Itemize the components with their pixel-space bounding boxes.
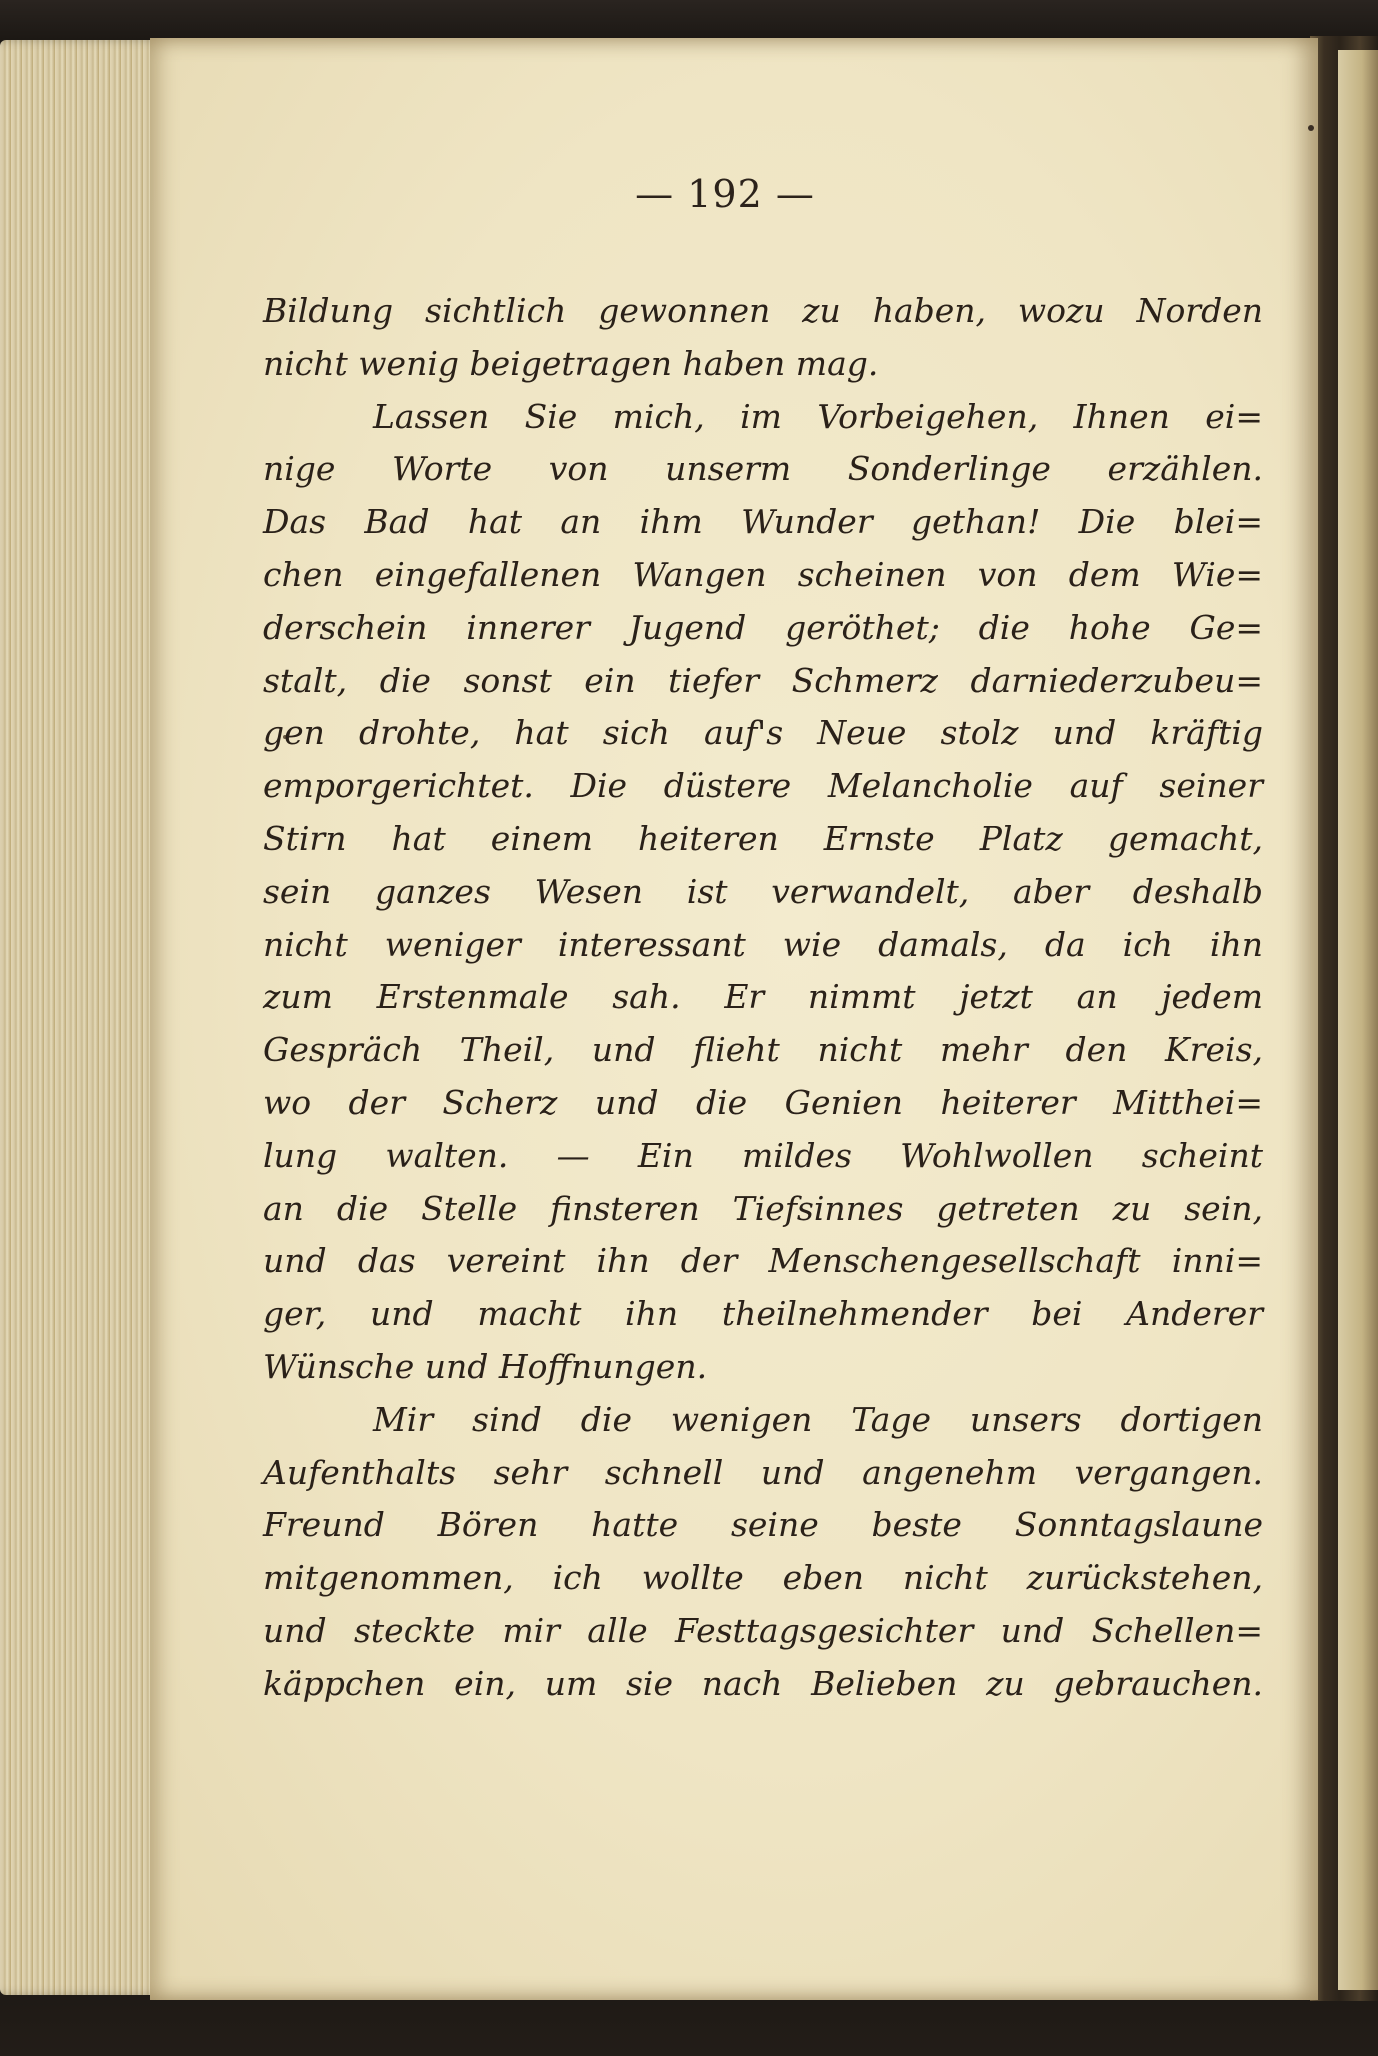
text-line: Aufenthalts sehr schnell und angenehm vergangen. xyxy=(263,1452,1263,1492)
ink-speck xyxy=(1308,125,1314,131)
facing-page-edge xyxy=(1338,50,1378,1990)
text-line: an die Stelle finsteren Tiefsinnes getreten zu sein, xyxy=(263,1188,1263,1228)
body-text xyxy=(263,285,1263,1711)
text-line: Stirn hat einem heiteren Ernste Platz gemacht, xyxy=(263,818,1263,858)
text-line: derschein innerer Jugend geröthet; die hohe Ge= xyxy=(263,607,1263,647)
text-line: Freund Bören hatte seine beste Sonntagslaune xyxy=(263,1505,1263,1545)
page-number: — 192 — xyxy=(635,172,815,216)
text-line: nicht weniger interessant wie damals, da ich ihn xyxy=(263,924,1263,964)
text-line: Das Bad hat an ihm Wunder gethan! Die blei= xyxy=(263,502,1263,542)
text-line: emporgerichtet. Die düstere Melancholie auf seiner xyxy=(263,766,1263,806)
text-line: Gespräch Theil, und flieht nicht mehr den Kreis, xyxy=(263,1030,1263,1070)
text-line: Bildung sichtlich gewonnen zu haben, wozu Norden xyxy=(263,291,1263,330)
text-line: Lassen Sie mich, im Vorbeigehen, Ihnen ei= xyxy=(373,396,1263,436)
text-line: Mir sind die wenigen Tage unsers dortigen xyxy=(373,1399,1263,1439)
book-page-edges xyxy=(0,40,170,1995)
text-line: chen eingefallenen Wangen scheinen von dem Wie= xyxy=(263,554,1263,594)
text-line: ger, und macht ihn theilnehmender bei Anderer xyxy=(263,1294,1263,1334)
text-line: lung walten. — Ein mildes Wohlwollen scheint xyxy=(263,1135,1263,1175)
text-line: Wünsche und Hoffnungen. xyxy=(263,1346,708,1386)
text-line: gen drohte, hat sich auf's Neue stolz und kräftig xyxy=(263,713,1263,753)
text-line: und steckte mir alle Festtagsgesichter und Schellen= xyxy=(263,1610,1263,1650)
text-line: käppchen ein, um sie nach Belieben zu gebrauchen. xyxy=(263,1663,1263,1703)
text-line: sein ganzes Wesen ist verwandelt, aber deshalb xyxy=(263,871,1263,911)
text-line: und das vereint ihn der Menschengesellschaft inni= xyxy=(263,1241,1263,1281)
text-line: stalt, die sonst ein tiefer Schmerz darniederzubeu= xyxy=(263,660,1263,700)
text-line: zum Erstenmale sah. Er nimmt jetzt an jedem xyxy=(263,977,1263,1017)
text-line: nicht wenig beigetragen haben mag. xyxy=(263,343,879,383)
text-line: mitgenommen, ich wollte eben nicht zurückstehen, xyxy=(263,1558,1263,1598)
text-line: wo der Scherz und die Genien heiterer Mitthei= xyxy=(263,1082,1263,1122)
text-line: nige Worte von unserm Sonderlinge erzählen. xyxy=(263,449,1263,489)
